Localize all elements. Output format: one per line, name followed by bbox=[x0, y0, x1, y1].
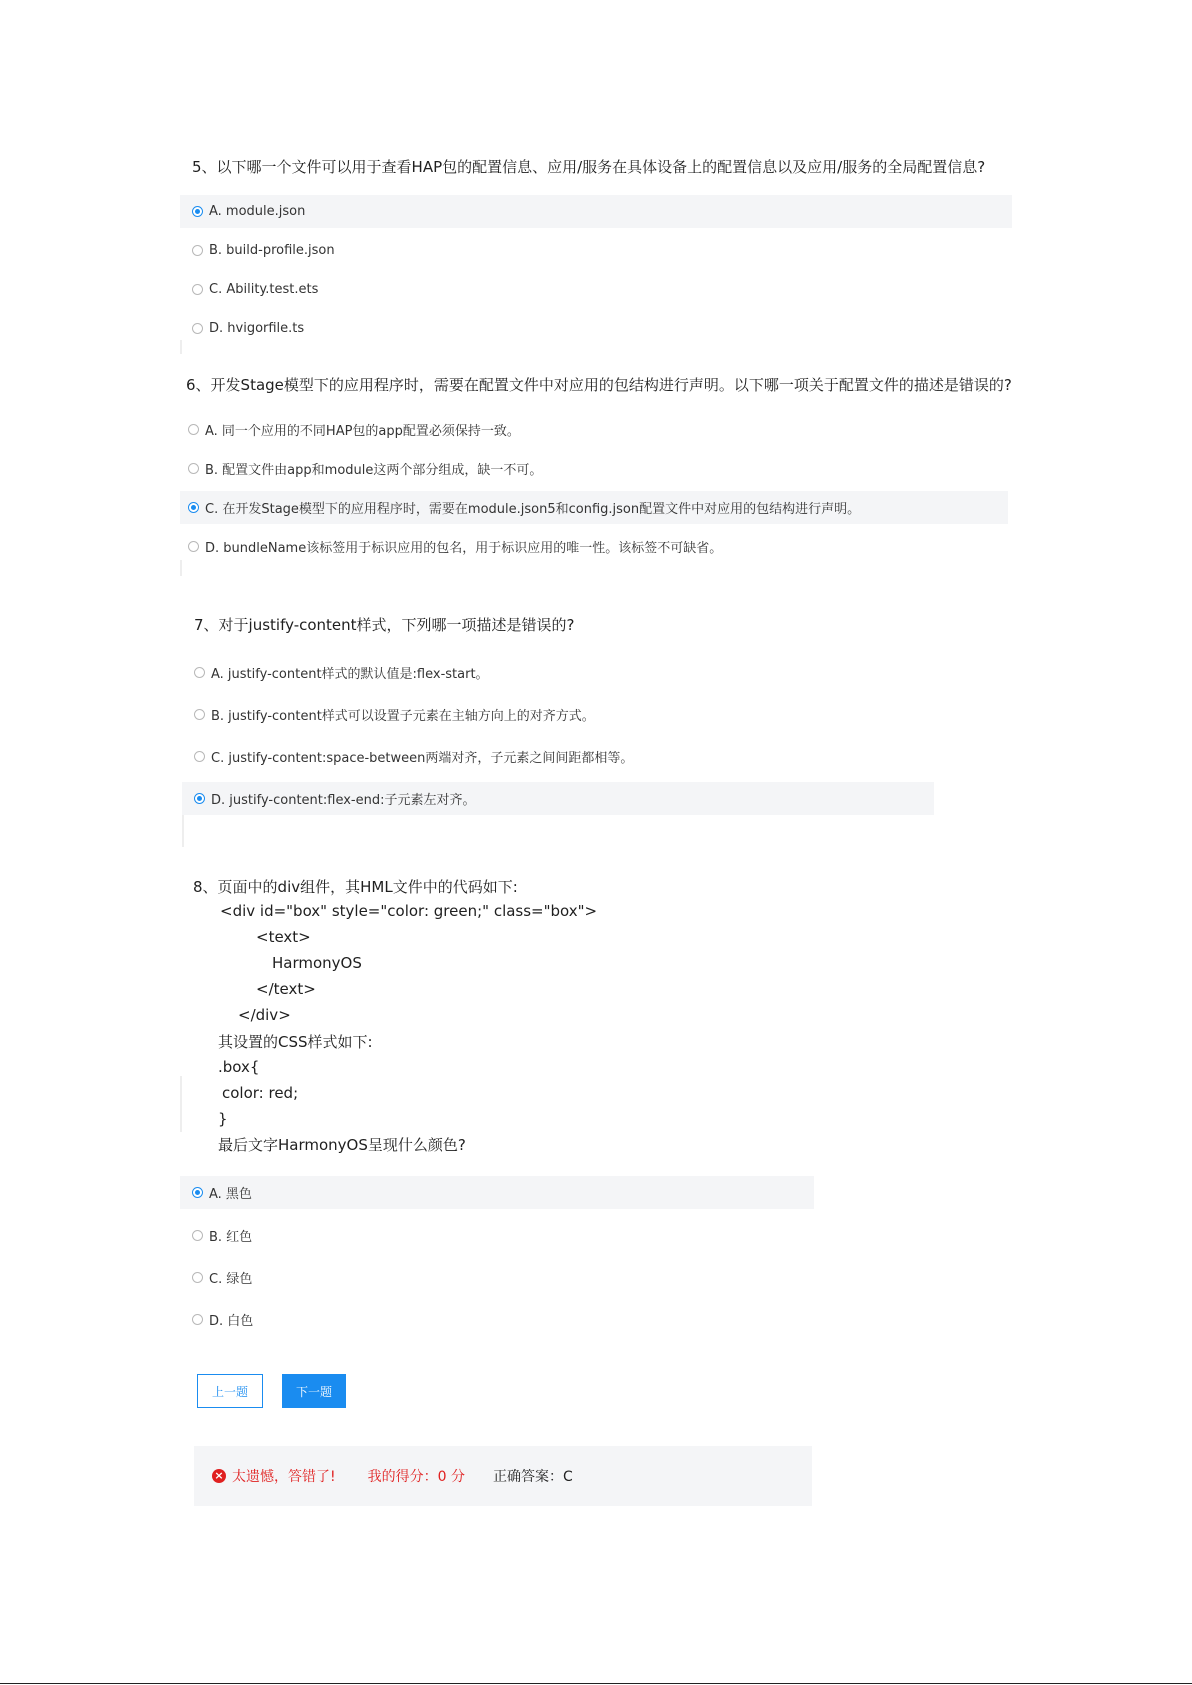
q7-option-c[interactable] bbox=[182, 740, 934, 773]
code-line: .box{ bbox=[218, 1058, 260, 1076]
option-label: C. 绿色 bbox=[209, 1272, 253, 1287]
option-label: C. Ability.test.ets bbox=[209, 282, 319, 297]
option-label: B. 配置文件由app和module这两个部分组成，缺一不可。 bbox=[205, 463, 543, 478]
code-line: HarmonyOS bbox=[272, 954, 362, 972]
radio-selected-icon[interactable] bbox=[188, 502, 199, 513]
code-line: </div> bbox=[238, 1006, 291, 1024]
q6-option-c[interactable] bbox=[180, 491, 1008, 524]
radio-icon[interactable] bbox=[194, 709, 205, 720]
result-panel bbox=[194, 1446, 812, 1506]
q5-option-c[interactable] bbox=[180, 273, 1012, 306]
option-label: C. 在开发Stage模型下的应用程序时，需要在module.json5和config.json配置文件中对应用的包结构进行声明。 bbox=[205, 502, 861, 517]
q7-option-b[interactable] bbox=[182, 698, 934, 731]
option-label: A. 黑色 bbox=[209, 1187, 252, 1202]
question-7-title: 7、对于justify-content样式，下列哪一项描述是错误的? bbox=[194, 616, 575, 634]
option-label: B. justify-content样式可以设置子元素在主轴方向上的对齐方式。 bbox=[211, 709, 595, 724]
radio-icon[interactable] bbox=[192, 245, 203, 256]
radio-icon[interactable] bbox=[192, 284, 203, 295]
option-label: C. justify-content:space-between两端对齐，子元素之间间距都相等。 bbox=[211, 751, 634, 766]
score-text: 我的得分：0 分 bbox=[367, 1469, 465, 1485]
q5-option-a[interactable] bbox=[180, 195, 1012, 228]
option-label: A. module.json bbox=[209, 204, 306, 219]
code-line: 其设置的CSS样式如下: bbox=[218, 1033, 373, 1051]
divider bbox=[180, 1076, 182, 1132]
radio-selected-icon[interactable] bbox=[192, 206, 203, 217]
next-question-button[interactable]: 下一题 bbox=[282, 1374, 346, 1408]
option-label: A. justify-content样式的默认值是:flex-start。 bbox=[211, 667, 489, 682]
q8-option-b[interactable] bbox=[180, 1219, 814, 1252]
q6-option-d[interactable] bbox=[180, 530, 1008, 563]
q6-option-b[interactable] bbox=[180, 452, 1008, 485]
code-line: } bbox=[218, 1110, 228, 1128]
code-line: 最后文字HarmonyOS呈现什么颜色? bbox=[218, 1136, 466, 1154]
option-label: A. 同一个应用的不同HAP包的app配置必须保持一致。 bbox=[205, 424, 520, 439]
question-5-title: 5、以下哪一个文件可以用于查看HAP包的配置信息、应用/服务在具体设备上的配置信息以及应用/服务的全局配置信息? bbox=[192, 158, 986, 176]
code-line: </text> bbox=[256, 980, 316, 998]
q6-option-a[interactable] bbox=[180, 413, 1008, 446]
option-label: B. 红色 bbox=[209, 1230, 253, 1245]
q8-option-a[interactable] bbox=[180, 1176, 814, 1209]
option-label: D. justify-content:flex-end:子元素左对齐。 bbox=[211, 793, 476, 808]
correct-answer-text: 正确答案：C bbox=[492, 1469, 573, 1485]
radio-selected-icon[interactable] bbox=[194, 793, 205, 804]
q7-option-d[interactable] bbox=[182, 782, 934, 815]
option-label: D. bundleName该标签用于标识应用的包名，用于标识应用的唯一性。该标签不可缺省。 bbox=[205, 541, 723, 556]
q7-option-a[interactable] bbox=[182, 656, 934, 689]
page-bottom-rule bbox=[0, 1683, 1192, 1684]
radio-icon[interactable] bbox=[188, 541, 199, 552]
radio-icon[interactable] bbox=[194, 751, 205, 762]
question-6-title: 6、开发Stage模型下的应用程序时，需要在配置文件中对应用的包结构进行声明。以下哪一项关于配置文件的描述是错误的? bbox=[186, 376, 1012, 394]
radio-icon[interactable] bbox=[192, 1314, 203, 1325]
radio-selected-icon[interactable] bbox=[192, 1187, 203, 1198]
q5-option-d[interactable] bbox=[180, 312, 1012, 345]
radio-icon[interactable] bbox=[188, 463, 199, 474]
radio-icon[interactable] bbox=[194, 667, 205, 678]
code-line: color: red; bbox=[222, 1084, 299, 1102]
q5-option-b[interactable] bbox=[180, 234, 1012, 267]
option-label: D. 白色 bbox=[209, 1314, 254, 1329]
divider bbox=[180, 340, 182, 354]
radio-icon[interactable] bbox=[192, 1272, 203, 1283]
q8-option-c[interactable] bbox=[180, 1261, 814, 1294]
divider bbox=[180, 560, 182, 576]
q8-option-d[interactable] bbox=[180, 1303, 814, 1336]
question-8-title: 8、页面中的div组件，其HML文件中的代码如下: bbox=[193, 878, 518, 896]
option-label: D. hvigorfile.ts bbox=[209, 321, 305, 336]
radio-icon[interactable] bbox=[188, 424, 199, 435]
code-line: <text> bbox=[256, 928, 311, 946]
code-line: <div id="box" style="color: green;" class="box"> bbox=[220, 902, 598, 920]
prev-question-button[interactable]: 上一题 bbox=[197, 1374, 263, 1408]
wrong-answer-text: 太遗憾，答错了! bbox=[232, 1469, 336, 1485]
radio-icon[interactable] bbox=[192, 323, 203, 334]
radio-icon[interactable] bbox=[192, 1230, 203, 1241]
error-circle-icon: × bbox=[212, 1469, 226, 1483]
divider bbox=[182, 815, 184, 847]
option-label: B. build-profile.json bbox=[209, 243, 335, 258]
